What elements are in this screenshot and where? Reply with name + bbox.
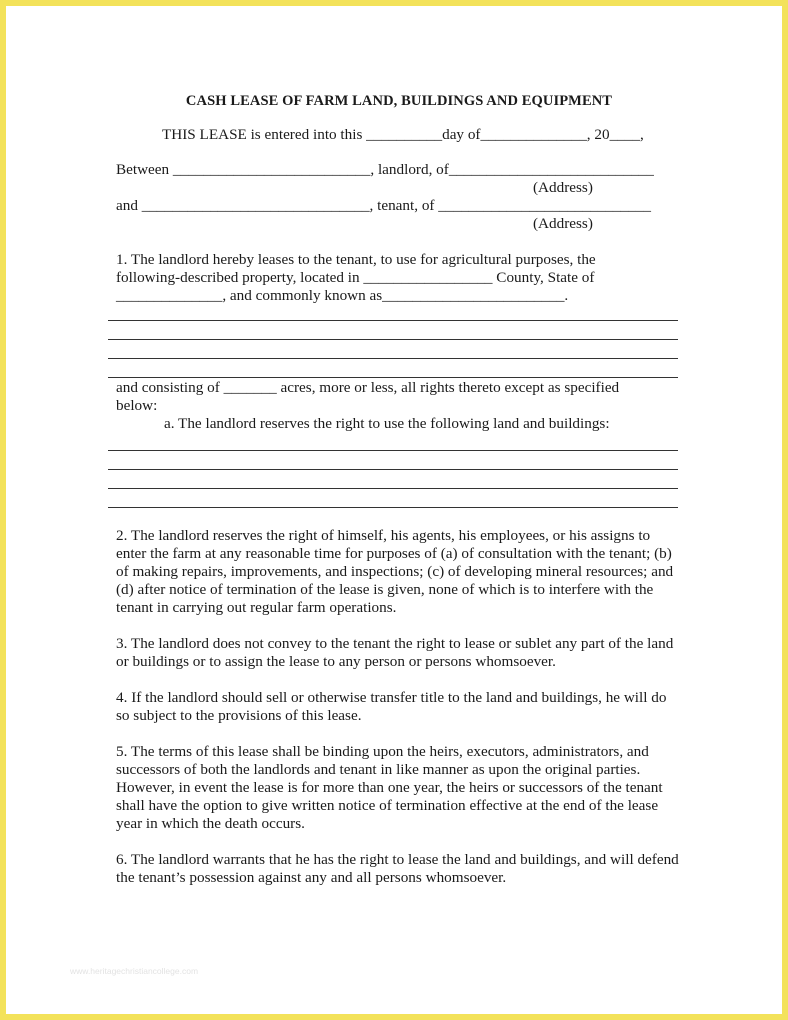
clause-1-line-2: following-described property, located in _________________ County, State of xyxy=(116,269,595,286)
clause-6: 6. The landlord warrants that he has the right to lease the land and buildings, and will defend the tenant’s possession against any and all persons whomsoever. xyxy=(116,851,679,886)
document-title: CASH LEASE OF FARM LAND, BUILDINGS AND EQUIPMENT xyxy=(185,93,613,109)
tenant-address-label: (Address) xyxy=(533,215,593,232)
consisting-line-1: and consisting of _______ acres, more or less, all rights thereto except as specified xyxy=(116,379,620,396)
clause-3: 3. The landlord does not convey to the tenant the right to lease or sublet any part of the land or buildings or to assign the lease to any person or persons whomsoever. xyxy=(116,635,674,670)
consisting-line-2: below: xyxy=(116,397,158,414)
blank-rule xyxy=(108,320,678,321)
lease-document xyxy=(116,92,682,887)
reservation-a: a. The landlord reserves the right to use the following land and buildings: xyxy=(164,415,610,432)
intro-line: THIS LEASE is entered into this __________day of______________, 20____, xyxy=(162,126,644,143)
watermark: www.heritagechristiancollege.com xyxy=(70,966,199,976)
blank-rule xyxy=(108,469,678,470)
blank-rule xyxy=(108,450,678,451)
blank-rule xyxy=(108,377,678,378)
blank-rule xyxy=(108,339,678,340)
clause-2: 2. The landlord reserves the right of himself, his agents, his employees, or his assigns to enter the farm at any reasonable time for purposes of (a) of consultation with the tenant; (b) of making repairs, improvements, and inspections; (c) of developing mineral resources; and (d) after notice of termination of the lease is given, none of which is to interfere with the tenant in carrying out regular farm operations. xyxy=(116,527,674,616)
clause-1-line-3: ______________, and commonly known as________________________. xyxy=(116,287,569,304)
blank-rule xyxy=(108,507,678,508)
tenant-line: and ______________________________, tenant, of ____________________________ xyxy=(116,197,651,214)
clause-4: 4. If the landlord should sell or otherwise transfer title to the land and buildings, he will do so subject to the provisions of this lease. xyxy=(116,689,667,724)
landlord-line: Between __________________________, landlord, of___________________________ xyxy=(116,161,654,178)
clause-5: 5. The terms of this lease shall be binding upon the heirs, executors, administrators, and successors of both the landlords and tenant in like manner as upon the original parties. However, in event the lease is for more than one year, the heirs or successors of the tenant shall have the option to give written notice of termination effective at the end of the lease year in which the death occurs. xyxy=(116,743,663,832)
blank-rule xyxy=(108,358,678,359)
clause-1-line-1: 1. The landlord hereby leases to the tenant, to use for agricultural purposes, the xyxy=(116,251,596,268)
landlord-address-label: (Address) xyxy=(533,179,593,196)
blank-rule xyxy=(108,488,678,489)
